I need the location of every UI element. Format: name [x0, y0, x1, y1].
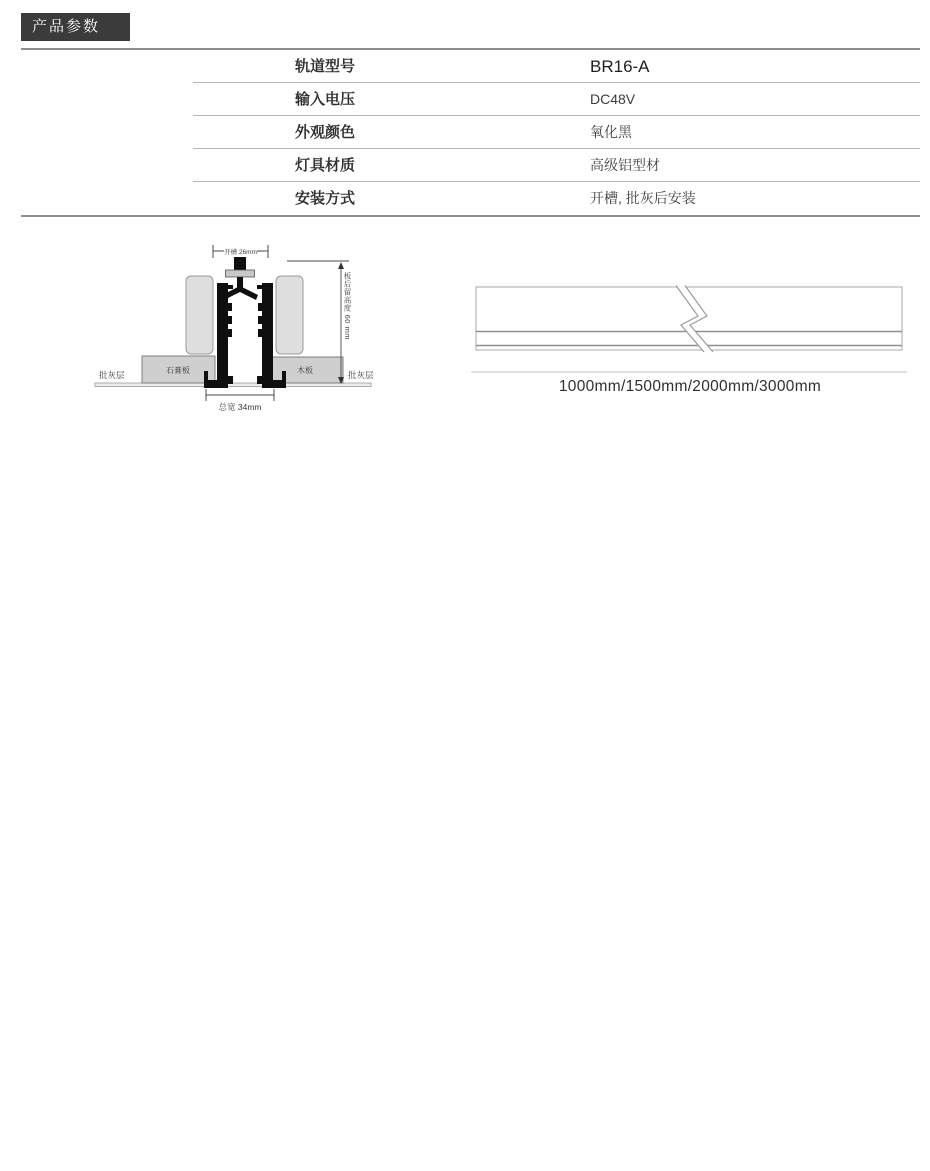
dimension-total-width-text: 总宽 34mm: [218, 402, 262, 412]
dimension-total-width: [206, 389, 274, 401]
table-row: [21, 182, 920, 215]
spec-label: 安装方式: [295, 190, 356, 207]
section-title-badge: 产品参数: [21, 13, 130, 41]
dimension-height-text: 板后留高度 60 mm: [343, 272, 352, 341]
wood-board-label: 木板: [297, 366, 313, 375]
spec-label: 灯具材质: [295, 157, 356, 174]
spec-value: BR16-A: [590, 57, 650, 76]
mounting-block-left: [186, 276, 213, 354]
gypsum-board-label: 石膏板: [166, 366, 190, 375]
cross-section-diagram: [90, 238, 382, 418]
table-row: [21, 116, 920, 149]
plaster-label-left: 批灰层: [99, 370, 125, 380]
spec-table: [21, 48, 920, 217]
table-row: [21, 50, 920, 83]
arrow-up: [338, 262, 344, 269]
mounting-block-right: [276, 276, 303, 354]
spec-value: 开槽, 批灰后安装: [590, 190, 696, 206]
dimension-slot-text: 开槽 26mm: [224, 249, 257, 256]
spec-label: 输入电压: [295, 91, 356, 108]
track-length-diagram: [465, 280, 915, 380]
spec-label: 外观颜色: [295, 124, 356, 141]
spec-label: 轨道型号: [295, 58, 356, 75]
track-lengths-label: 1000mm/1500mm/2000mm/3000mm: [558, 378, 822, 395]
spec-value: 氧化黑: [590, 124, 632, 140]
table-row: [21, 149, 920, 182]
spec-value: 高级铝型材: [590, 157, 660, 173]
break-mark-gap: [676, 286, 713, 353]
table-row: [21, 83, 920, 116]
spec-value: DC48V: [590, 91, 636, 107]
plaster-label-right: 批灰层: [348, 370, 374, 380]
